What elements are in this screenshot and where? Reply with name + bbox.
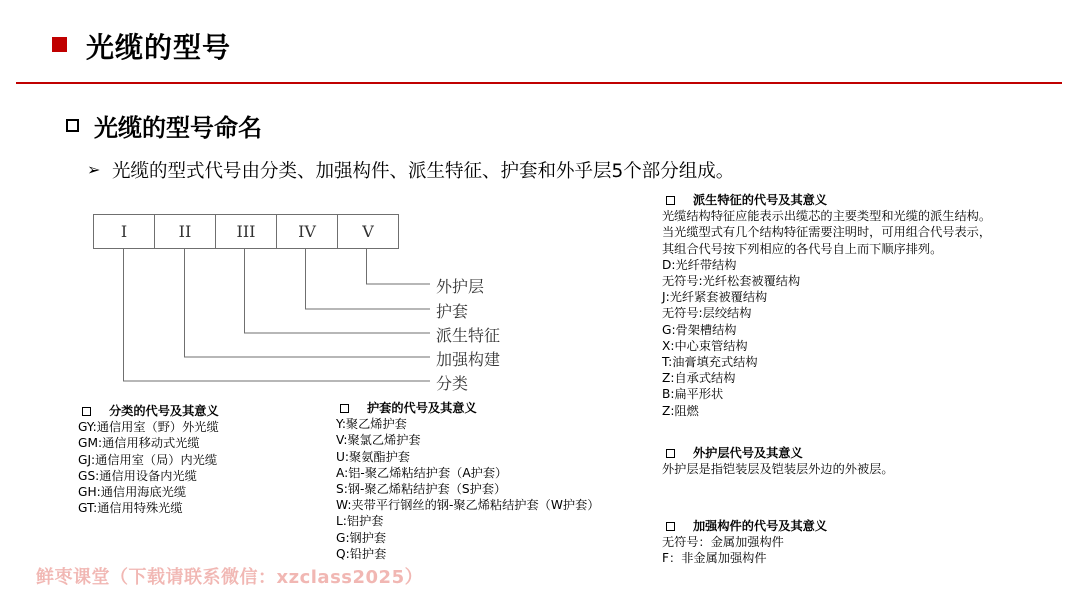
watermark: 鲜枣课堂（下载请联系微信：xzclass2025） xyxy=(36,567,424,588)
list-item: L:铝护套 xyxy=(336,514,384,529)
list-item: D:光纤带结构 xyxy=(662,257,737,272)
checkbox-square-icon xyxy=(340,404,349,413)
list-item: J:光纤紧套被覆结构 xyxy=(662,290,768,305)
classification-section xyxy=(78,403,219,516)
list-item: S:钢-聚乙烯粘结护套（S护套） xyxy=(336,482,507,497)
list-item: 光缆结构特征应能表示出缆芯的主要类型和光缆的派生结构。 xyxy=(662,209,992,224)
list-item: 无符号：金属加强构件 xyxy=(662,535,784,550)
code-cell-1: I xyxy=(93,214,155,249)
page-title: 光缆的型号 xyxy=(86,31,232,64)
checkbox-square-icon xyxy=(82,407,91,416)
code-cell-2: II xyxy=(154,214,216,249)
list-item: X:中心束管结构 xyxy=(662,338,748,353)
list-item: T:油膏填充式结构 xyxy=(662,355,758,370)
sheath-section xyxy=(336,400,599,562)
list-item: W:夹带平行钢丝的钢-聚乙烯粘结护套（W护套） xyxy=(336,498,600,513)
code-cell-5: V xyxy=(337,214,399,249)
list-item: G:钢护套 xyxy=(336,530,387,545)
strength-section xyxy=(662,518,827,567)
list-item: Z:自承式结构 xyxy=(662,371,736,386)
section-title: 光缆的型号命名 xyxy=(94,114,262,142)
arrow-bullet-icon: ➢ xyxy=(87,160,101,179)
outer-sheath-heading: 外护层代号及其意义 xyxy=(662,445,894,461)
list-item: Y:聚乙烯护套 xyxy=(336,417,407,432)
diagram-label-sheath: 护套 xyxy=(436,302,469,321)
list-item: GY:通信用室（野）外光缆 xyxy=(78,420,219,435)
list-item: B:扁平形状 xyxy=(662,387,724,402)
connector-line-2 xyxy=(185,248,431,357)
connector-line-4 xyxy=(306,248,431,309)
list-item: U:聚氨酯护套 xyxy=(336,449,410,464)
diagram-label-class: 分类 xyxy=(436,374,469,393)
strength-heading: 加强构件的代号及其意义 xyxy=(662,518,827,534)
list-item: G:骨架槽结构 xyxy=(662,322,737,337)
list-item: GJ:通信用室（局）内光缆 xyxy=(78,452,218,467)
list-item: Z:阻燃 xyxy=(662,403,699,418)
derived-heading: 派生特征的代号及其意义 xyxy=(662,192,991,208)
list-item: Q:铅护套 xyxy=(336,546,387,561)
intro-text: 光缆的型式代号由分类、加强构件、派生特征、护套和外乎层5个部分组成。 xyxy=(112,161,735,182)
list-item: 无符号:层绞结构 xyxy=(662,306,752,321)
list-item: 无符号:光纤松套被覆结构 xyxy=(662,274,801,289)
diagram-label-strength: 加强构建 xyxy=(436,350,501,369)
list-item: V:聚氯乙烯护套 xyxy=(336,433,421,448)
checkbox-square-icon xyxy=(666,522,675,531)
sheath-heading: 护套的代号及其意义 xyxy=(336,400,599,416)
checkbox-square-icon xyxy=(666,449,675,458)
code-cell-3: III xyxy=(215,214,277,249)
list-item: A:铝-聚乙烯粘结护套（A护套） xyxy=(336,465,508,480)
list-item: GH:通信用海底光缆 xyxy=(78,485,187,500)
diagram-label-outer-sheath: 外护层 xyxy=(436,277,485,296)
classification-heading: 分类的代号及其意义 xyxy=(78,403,219,419)
list-item: 外护层是指铠装层及铠装层外边的外被层。 xyxy=(662,462,894,477)
list-item: GS:通信用设备内光缆 xyxy=(78,468,197,483)
outer-sheath-section xyxy=(662,445,894,477)
list-item: 其组合代号按下列相应的各代号自上而下顺序排列。 xyxy=(662,241,943,256)
derived-section xyxy=(662,192,991,419)
list-item: F：非金属加强构件 xyxy=(662,551,767,566)
code-cell-4: IV xyxy=(276,214,338,249)
connector-line-1 xyxy=(124,248,431,381)
list-item: GT:通信用特殊光缆 xyxy=(78,501,183,516)
diagram-label-derived: 派生特征 xyxy=(436,326,501,345)
list-item: GM:通信用移动式光缆 xyxy=(78,436,200,451)
connector-line-3 xyxy=(245,248,431,333)
connector-line-5 xyxy=(367,248,431,284)
list-item: 当光缆型式有几个结构特征需要注明时，可用组合代号表示， xyxy=(662,225,992,240)
checkbox-square-icon xyxy=(666,196,675,205)
